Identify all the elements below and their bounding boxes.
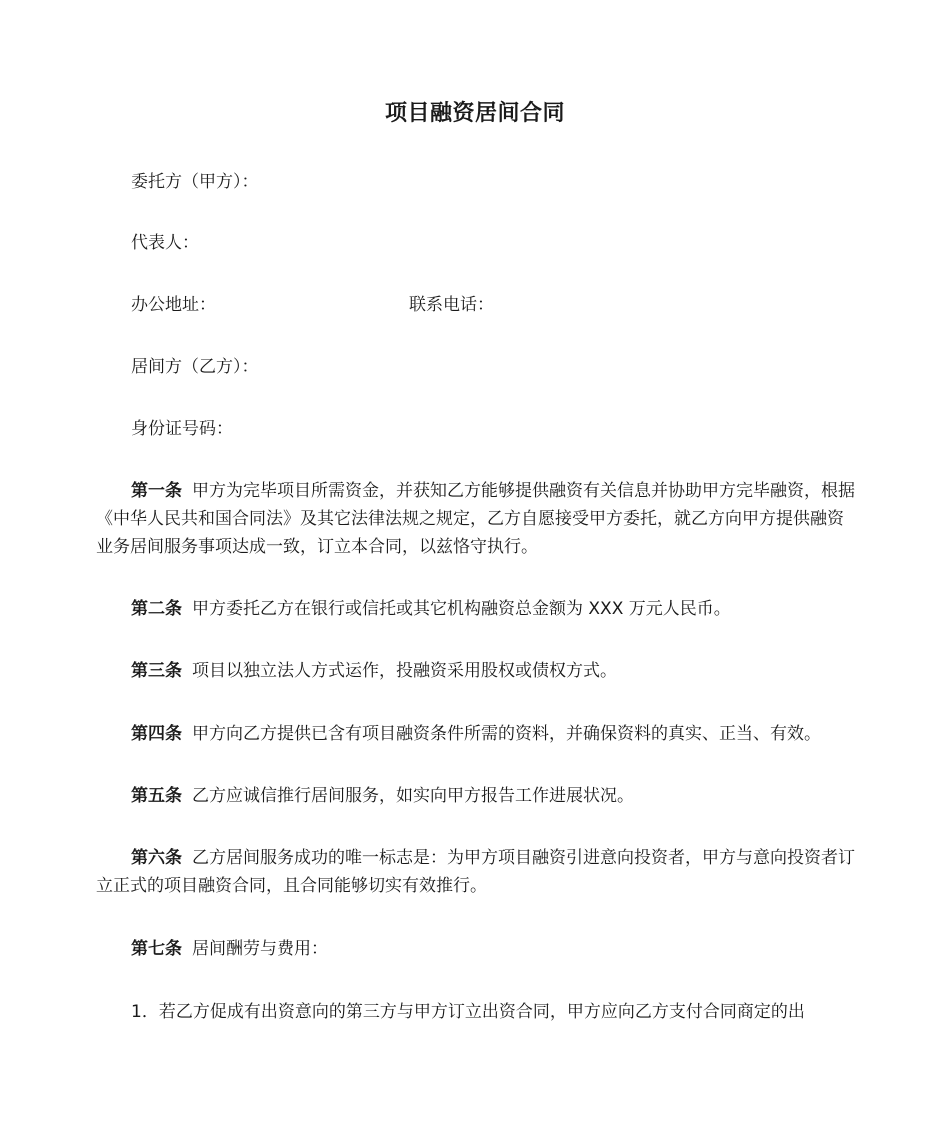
principal-field: 委托方（甲方）： — [131, 172, 259, 192]
article-2-label: 第二条 — [131, 599, 182, 619]
representative-field: 代表人： — [131, 233, 199, 253]
article-2-text: 甲方委托乙方在银行或信托或其它机构融资总金额为 XXX 万元人民币。 — [192, 599, 731, 619]
article-3-label: 第三条 — [131, 661, 182, 681]
article-6-text: 乙方居间服务成功的唯一标志是：为甲方项目融资引进意向投资者，甲方与意向投资者订立正式的项目融资合同，且合同能够切实有效推行。 — [96, 848, 855, 896]
article-2 — [96, 595, 860, 623]
article-6 — [96, 844, 860, 900]
contact-phone-field: 联系电话： — [409, 295, 494, 315]
article-7-label: 第七条 — [131, 939, 182, 959]
article-3 — [96, 657, 860, 685]
clause-item-1: 1．若乙方促成有出资意向的第三方与甲方订立出资合同，甲方应向乙方支付合同商定的出 — [131, 1002, 805, 1022]
id-number-field: 身份证号码： — [131, 419, 233, 439]
article-5 — [96, 782, 860, 810]
article-4-text: 甲方向乙方提供已含有项目融资条件所需的资料，并确保资料的真实、正当、有效。 — [192, 724, 821, 744]
article-4-label: 第四条 — [131, 724, 182, 744]
article-5-label: 第五条 — [131, 786, 182, 806]
article-7-text: 居间酬劳与费用： — [192, 939, 328, 959]
article-6-label: 第六条 — [131, 848, 182, 868]
intermediary-field: 居间方（乙方）： — [131, 357, 259, 377]
article-7 — [96, 935, 860, 963]
document-title: 项目融资居间合同 — [384, 101, 565, 126]
article-5-text: 乙方应诚信推行居间服务，如实向甲方报告工作进展状况。 — [192, 786, 634, 806]
office-address-field: 办公地址： — [131, 295, 216, 315]
article-1-label: 第一条 — [131, 481, 182, 501]
article-3-text: 项目以独立法人方式运作，投融资采用股权或债权方式。 — [192, 661, 617, 681]
article-4 — [96, 720, 860, 748]
article-1 — [96, 477, 860, 561]
article-1-text: 甲方为完毕项目所需资金，并获知乙方能够提供融资有关信息并协助甲方完毕融资，根据《中华人民共和国合同法》及其它法律法规之规定，乙方自愿接受甲方委托，就乙方向甲方提供融资业务居间服务事项达成一致，订立本合同，以兹恪守执行。 — [96, 481, 855, 557]
